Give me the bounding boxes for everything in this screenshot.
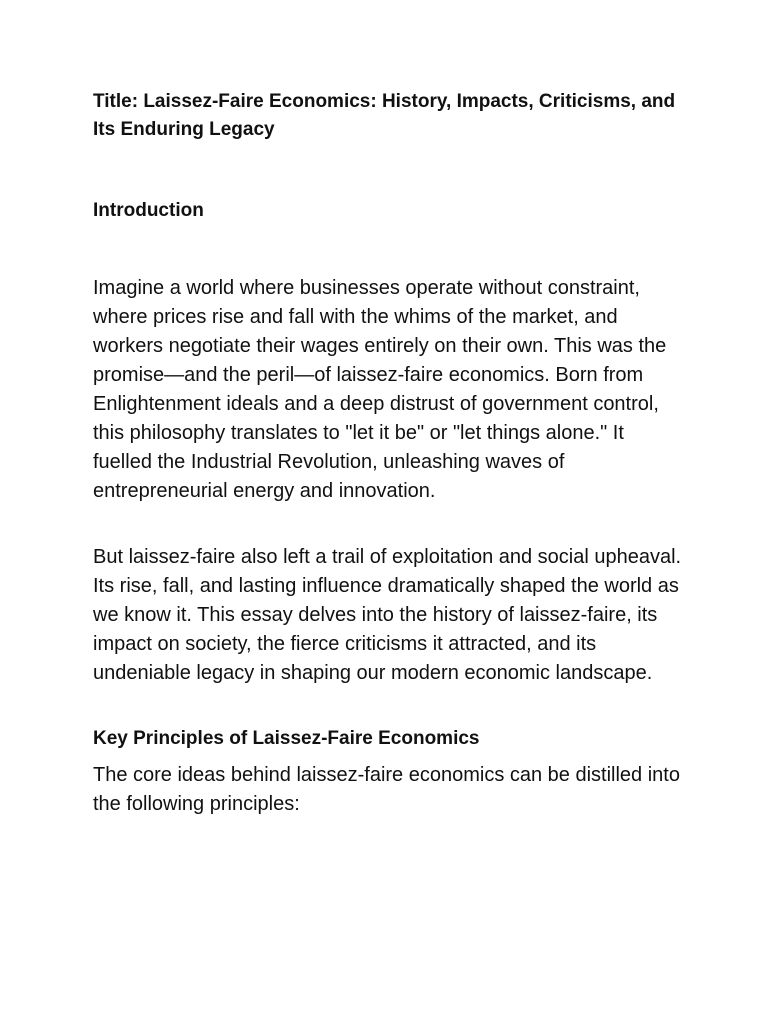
document-page xyxy=(93,88,683,819)
introduction-heading: Introduction xyxy=(93,200,204,221)
intro-paragraph-1: Imagine a world where businesses operate without constraint, where prices rise and fall with the whims of the market, and workers negotiate their wages entirely on their own. This was the promise—and the peril—of laissez-faire economics. Born from Enlightenment ideals and a deep distrust of government control, this philosophy translates to "let it be" or "let things alone." It fuelled the Industrial Revolution, unleashing waves of entrepreneurial energy and innovation. xyxy=(93,277,667,502)
document-title: Title: Laissez-Faire Economics: History, Impacts, Criticisms, and Its Enduring Legacy xyxy=(93,91,676,140)
key-principles-paragraph: The core ideas behind laissez-faire economics can be distilled into the following principles: xyxy=(93,764,680,815)
key-principles-heading: Key Principles of Laissez-Faire Economics xyxy=(93,728,480,749)
intro-paragraph-2: But laissez-faire also left a trail of exploitation and social upheaval. Its rise, fall, and lasting influence dramatically shaped the world as we know it. This essay delves into the history of laissez-faire, its impact on society, the fierce criticisms it attracted, and its undeniable legacy in shaping our modern economic landscape. xyxy=(93,546,682,684)
